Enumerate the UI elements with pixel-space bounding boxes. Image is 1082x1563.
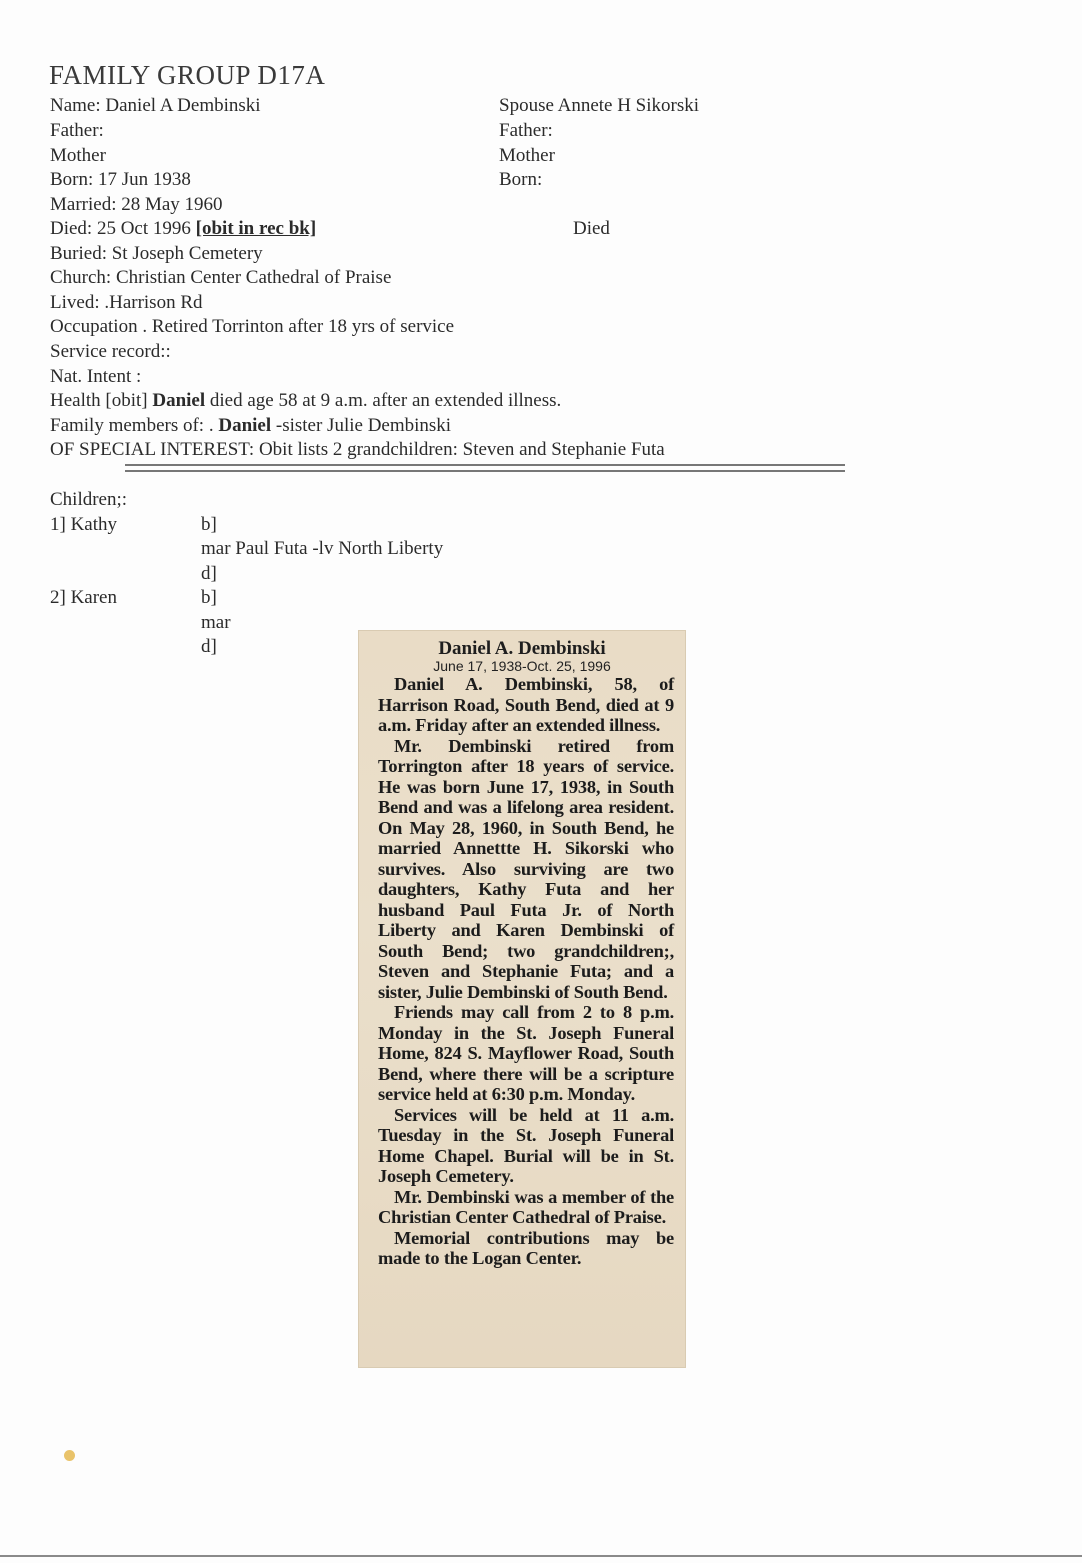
children-heading: Children;: — [50, 489, 128, 510]
died-field — [50, 217, 316, 241]
special-interest-field: OF SPECIAL INTEREST: Obit lists 2 grandchildren: Steven and Stephanie Futa — [50, 439, 665, 460]
nat-intent-field: Nat. Intent : — [50, 366, 142, 387]
born-field: Born: 17 Jun 1938 — [50, 169, 191, 190]
health-label: Health [obit] — [50, 390, 153, 411]
mother-field: Mother — [50, 145, 106, 166]
died-label: Died: 25 Oct 1996 — [50, 218, 196, 239]
obituary-paragraph: Friends may call from 2 to 8 p.m. Monday in the St. Joseph Funeral Home, 824 S. Mayflower Road, South Bend, where there will be a scripture service held at 6:30 p.m. Monday. — [378, 1002, 674, 1104]
child-1-born: b] — [201, 514, 217, 535]
health-field — [50, 389, 561, 413]
church-field: Church: Christian Center Cathedral of Praise — [50, 267, 392, 288]
health-text: died age 58 at 9 a.m. after an extended illness. — [205, 390, 562, 411]
spouse-born-field: Born: — [499, 169, 543, 190]
paper-speck — [64, 1450, 75, 1461]
obit-link[interactable]: [obit in rec bk] — [195, 218, 317, 239]
obituary-paragraph: Mr. Dembinski retired from Torrington after 18 years of service. He was born June 17, 1938, in South Bend and was a lifelong area resident. On May 28, 1960, in South Bend, he married Annettte H. Sikorski who survives. Also surviving are two daughters, Kathy Futa and her husband Paul Futa Jr. of North Liberty and Karen Dembinski of South Bend; two grandchildren;, Steven and Stephanie Futa; and a sister, Julie Dembinski of South Bend. — [378, 735, 674, 1002]
child-2-married: mar — [201, 612, 231, 633]
family-text: -sister Julie Dembinski — [271, 415, 452, 436]
spouse-field: Spouse Annete H Sikorski — [499, 95, 700, 116]
spouse-died-field: Died — [573, 218, 610, 239]
obituary-dates: June 17, 1938-Oct. 25, 1996 — [433, 658, 611, 674]
child-1-married: mar Paul Futa -lv North Liberty — [201, 538, 444, 559]
obituary-paragraph: Daniel A. Dembinski, 58, of Harrison Road, South Bend, died at 9 a.m. Friday after an extended illness. — [378, 674, 674, 735]
obituary-clipping — [358, 630, 686, 1368]
family-name: Daniel — [218, 415, 272, 436]
father-field: Father: — [50, 120, 104, 141]
child-2-name: 2] Karen — [50, 587, 117, 608]
obituary-paragraph: Memorial contributions may be made to the Logan Center. — [378, 1227, 674, 1268]
child-1-name: 1] Kathy — [50, 514, 118, 535]
family-members-field — [50, 414, 451, 438]
spouse-father-field: Father: — [499, 120, 553, 141]
obituary-paragraph: Services will be held at 11 a.m. Tuesday in the St. Joseph Funeral Home Chapel. Burial will be in St. Joseph Cemetery. — [378, 1104, 674, 1186]
health-name: Daniel — [152, 390, 206, 411]
family-label: Family members of: . — [50, 415, 219, 436]
spouse-mother-field: Mother — [499, 145, 555, 166]
child-1-died: d] — [201, 563, 217, 584]
scan-bottom-edge — [0, 1555, 1082, 1557]
page-title: FAMILY GROUP D17A — [49, 60, 326, 90]
buried-field: Buried: St Joseph Cemetery — [50, 243, 263, 264]
child-2-died: d] — [201, 636, 217, 657]
name-field: Name: Daniel A Dembinski — [50, 95, 261, 116]
obituary-paragraph: Mr. Dembinski was a member of the Christian Center Cathedral of Praise. — [378, 1186, 674, 1227]
married-field: Married: 28 May 1960 — [50, 194, 223, 215]
lived-field: Lived: .Harrison Rd — [50, 292, 203, 313]
obituary-name: Daniel A. Dembinski — [438, 638, 606, 659]
occupation-field: Occupation . Retired Torrinton after 18 yrs of service — [50, 316, 455, 337]
double-rule-divider — [125, 464, 845, 472]
child-2-born: b] — [201, 587, 217, 608]
obituary-body — [378, 674, 674, 1269]
service-record-field: Service record:: — [50, 341, 171, 362]
